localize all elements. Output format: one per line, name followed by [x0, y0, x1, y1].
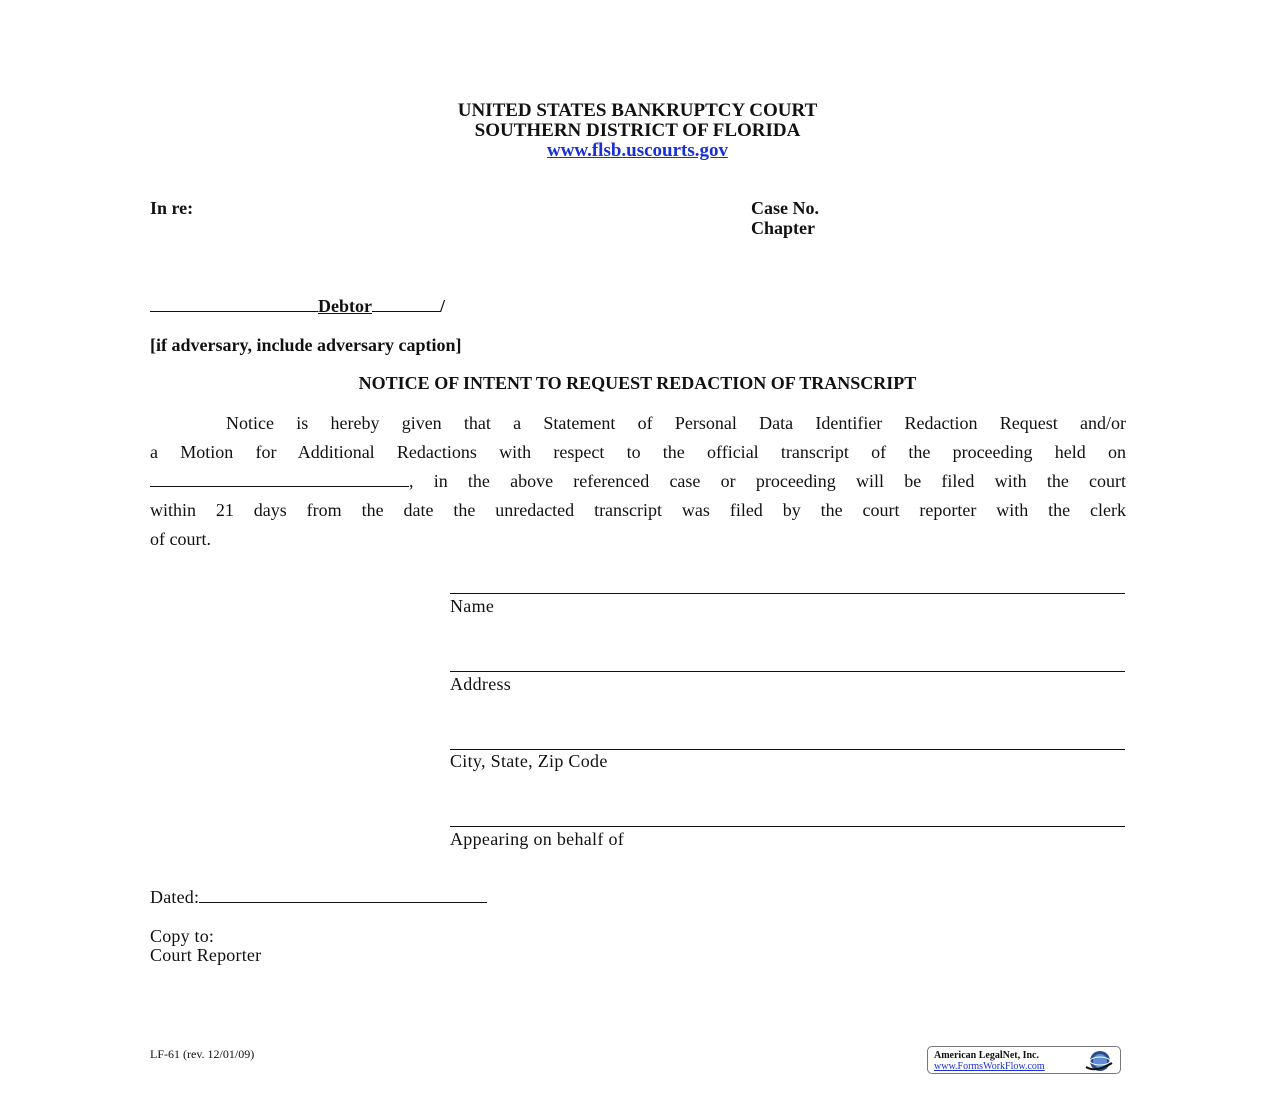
address-label: Address	[450, 674, 512, 694]
address-signature-line[interactable]	[450, 671, 1125, 672]
debtor-trailing-blank	[372, 297, 440, 312]
paragraph-line-1: Notice is hereby given that a Statement of Personal Data Identifier Redaction Request and/or	[226, 413, 1126, 433]
notice-title: NOTICE OF INTENT TO REQUEST REDACTION OF TRANSCRIPT	[358, 373, 917, 393]
city-signature-line[interactable]	[450, 749, 1125, 750]
court-name: UNITED STATES BANKRUPTCY COURT	[457, 100, 818, 121]
court-district: SOUTHERN DISTRICT OF FLORIDA	[474, 120, 801, 141]
copy-recipient: Court Reporter	[150, 945, 262, 965]
city-state-zip-label: City, State, Zip Code	[450, 751, 608, 771]
case-no-label: Case No.	[751, 198, 819, 218]
appearing-on-behalf-label: Appearing on behalf of	[450, 829, 625, 849]
in-re-label: In re:	[150, 198, 194, 218]
debtor-name-blank[interactable]	[150, 297, 318, 312]
dated-blank[interactable]	[199, 888, 487, 903]
chapter-label: Chapter	[751, 218, 815, 238]
court-website-link[interactable]: www.flsb.uscourts.gov	[546, 140, 729, 161]
debtor-slash: /	[439, 296, 445, 316]
notice-paragraph	[150, 409, 1126, 554]
debtor-label: Debtor	[318, 296, 372, 316]
paragraph-line-5: of court.	[150, 529, 211, 549]
publisher-url[interactable]: www.FormsWorkFlow.com	[934, 1061, 1045, 1072]
adversary-note: [if adversary, include adversary caption]	[150, 335, 462, 355]
name-signature-line[interactable]	[450, 593, 1125, 594]
court-website-wrapper	[0, 141, 1275, 160]
behalf-signature-line[interactable]	[450, 826, 1125, 827]
dated-label: Dated:	[150, 887, 200, 907]
publisher-name: American LegalNet, Inc.	[934, 1050, 1039, 1061]
paragraph-line-4: within 21 days from the date the unredacted transcript was filed by the court reporter with the clerk	[150, 500, 1126, 520]
publisher-badge[interactable]	[927, 1046, 1121, 1074]
form-id: LF-61 (rev. 12/01/09)	[150, 1047, 255, 1061]
proceeding-date-blank[interactable]	[150, 472, 409, 487]
globe-logo-icon	[1082, 1049, 1116, 1073]
dated-row	[150, 887, 487, 908]
debtor-line	[150, 296, 445, 317]
paragraph-line-2: a Motion for Additional Redactions with respect to the official transcript of the proceeding held on	[150, 442, 1126, 462]
paragraph-line-3: , in the above referenced case or proceeding will be filed with the court	[150, 467, 1126, 496]
copy-to-label: Copy to:	[150, 926, 215, 946]
name-label: Name	[450, 596, 495, 616]
